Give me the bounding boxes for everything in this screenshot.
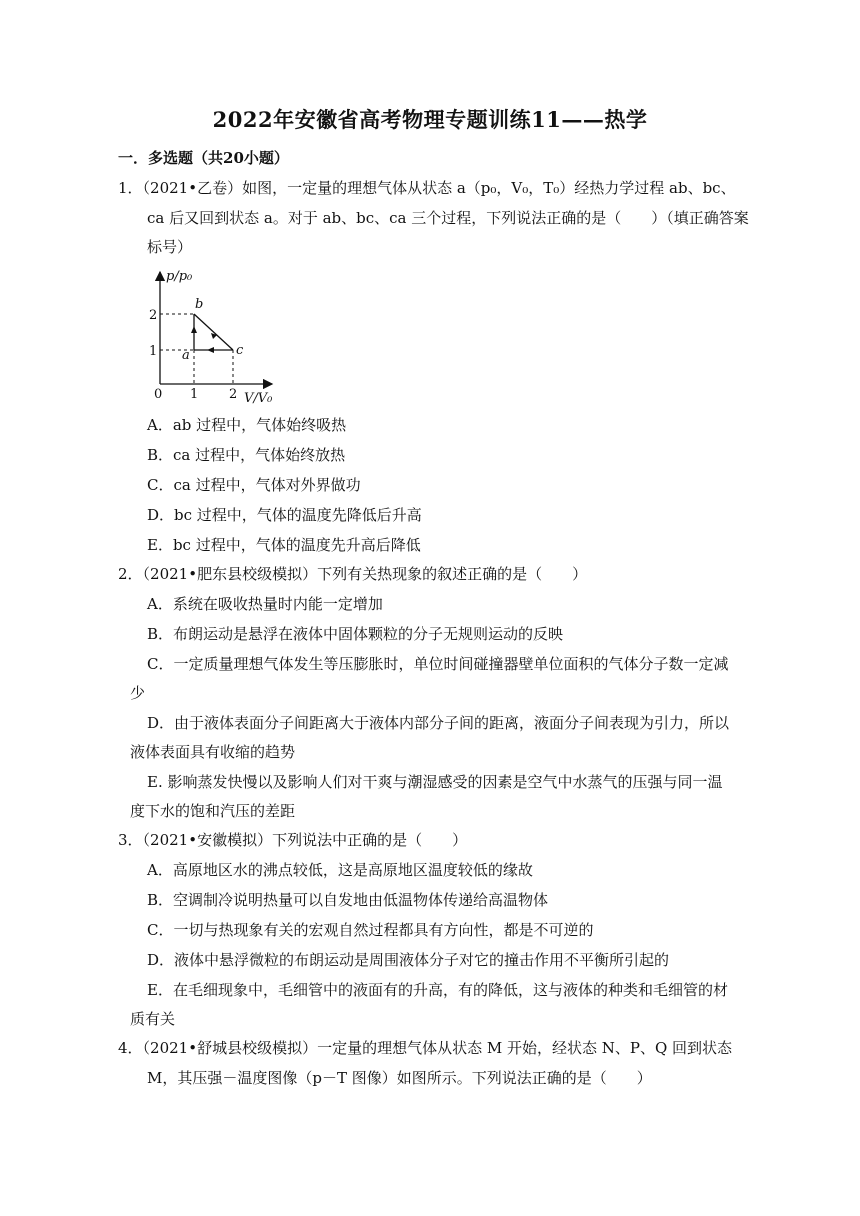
q3-stem: 3．（2021•安徽模拟）下列说法中正确的是（ ） [118, 831, 468, 849]
q3-option-b: B．空调制冷说明热量可以自发地由低温物体传递给高温物体 [147, 891, 549, 909]
q2-option-a: A．系统在吸收热量时内能一定增加 [147, 595, 383, 613]
q3-option-e-line-2: 质有关 [130, 1010, 176, 1028]
q1-stem-line-2: ca 后又回到状态 a。对于 ab、bc、ca 三个过程，下列说法正确的是（ ）（填正确答案 [147, 209, 749, 227]
x-tick-1: 1 [190, 387, 199, 402]
q2-option-b: B．布朗运动是悬浮在液体中固体颗粒的分子无规则运动的反映 [147, 625, 564, 643]
arrow-ca-icon [207, 347, 214, 353]
q1-option-d: D．bc 过程中，气体的温度先降低后升高 [147, 506, 422, 524]
q2-option-d-line-2: 液体表面具有收缩的趋势 [130, 743, 296, 761]
q2-option-d-line-1: D．由于液体表面分子间距离大于液体内部分子间的距离，液面分子间表现为引力，所以 [147, 714, 730, 732]
point-a-label: a [182, 348, 190, 363]
q2-option-c-line-1: C．一定质量理想气体发生等压膨胀时，单位时间碰撞器壁单位面积的气体分子数一定减 [147, 655, 729, 673]
q4-stem-line-1: 4．（2021•舒城县校级模拟）一定量的理想气体从状态 M 开始，经状态 N、P、Q 回到状态 [118, 1039, 733, 1057]
q4-stem-line-2: M，其压强－温度图像（p－T 图像）如图所示。下列说法正确的是（ ） [147, 1069, 652, 1087]
q2-option-c-line-2: 少 [130, 684, 146, 702]
q3-option-d: D．液体中悬浮微粒的布朗运动是周围液体分子对它的撞击作用不平衡所引起的 [147, 951, 670, 969]
q1-option-c: C．ca 过程中，气体对外界做功 [147, 476, 361, 494]
section-heading: 一．多选题（共20小题） [118, 149, 289, 167]
q3-option-c: C．一切与热现象有关的宏观自然过程都具有方向性，都是不可逆的 [147, 921, 594, 939]
y-axis-label: p/p₀ [166, 269, 193, 284]
point-c-label: c [236, 343, 244, 358]
q2-option-e-line-2: 度下水的饱和汽压的差距 [130, 802, 296, 820]
q1-stem-line-3: 标号） [147, 238, 193, 256]
q1-option-e: E．bc 过程中，气体的温度先升高后降低 [147, 536, 421, 554]
q1-stem-line-1: 1．（2021•乙卷）如图，一定量的理想气体从状态 a（p₀，V₀，T₀）经热力学过程 ab、bc、 [118, 179, 736, 197]
x-axis-label: V/V₀ [244, 391, 273, 404]
y-tick-1: 1 [149, 344, 158, 359]
q2-stem: 2．（2021•肥东县校级模拟）下列有关热现象的叙述正确的是（ ） [118, 565, 588, 583]
q1-option-b: B．ca 过程中，气体始终放热 [147, 446, 346, 464]
arrow-ab-icon [191, 326, 197, 333]
x-tick-2: 2 [229, 387, 238, 402]
y-tick-2: 2 [149, 308, 158, 323]
point-b-label: b [195, 297, 204, 312]
pv-diagram [140, 266, 280, 404]
process-bc [194, 314, 233, 350]
q1-option-a: A．ab 过程中，气体始终吸热 [147, 416, 347, 434]
q2-option-e-line-1: E. 影响蒸发快慢以及影响人们对干爽与潮湿感受的因素是空气中水蒸气的压强与同一温 [147, 773, 723, 791]
origin-label: 0 [154, 387, 163, 402]
page-title: 2022年安徽省高考物理专题训练11——热学 [212, 107, 648, 132]
q3-option-a: A．高原地区水的沸点较低，这是高原地区温度较低的缘故 [147, 861, 533, 879]
q3-option-e-line-1: E．在毛细现象中，毛细管中的液面有的升高，有的降低，这与液体的种类和毛细管的材 [147, 981, 728, 999]
